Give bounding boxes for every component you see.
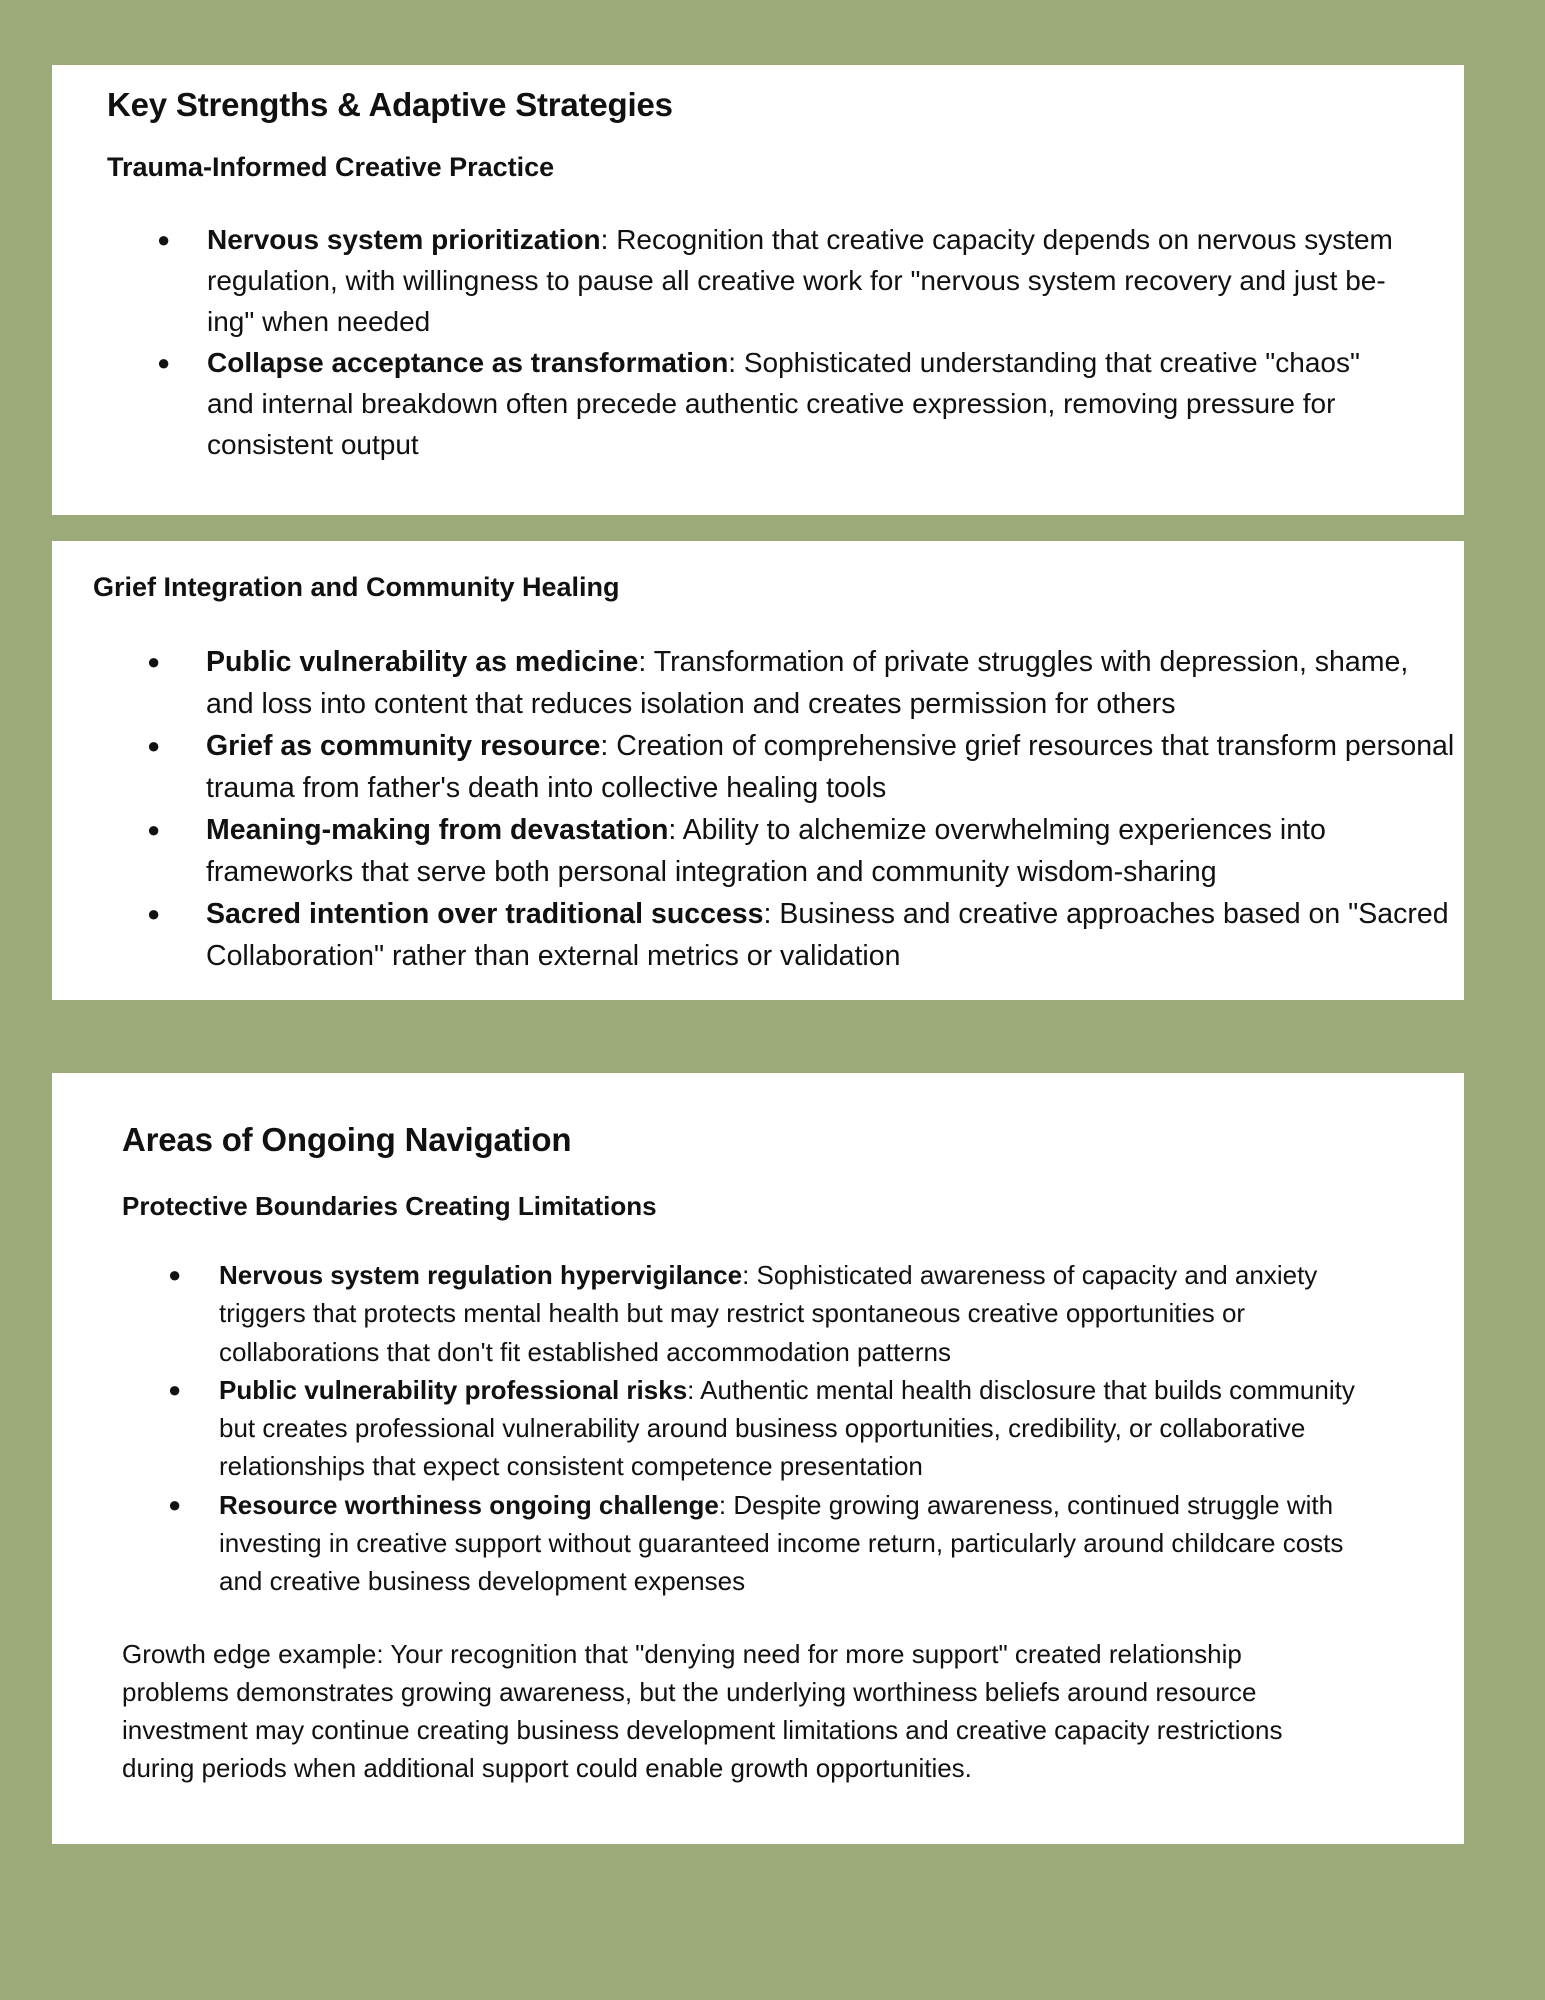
item-term: Public vulnerability as medicine (206, 646, 639, 678)
bullet-list (93, 641, 1464, 977)
growth-edge-paragraph: Growth edge example: Your recognition that "denying need for more support" created relationship problems demonstrates growing awareness, but the underlying worthiness beliefs around resource investment may continue creating business development limitations and creative capacity restrictions during periods when additional support could enable growth opportunities. (122, 1638, 1283, 1783)
item-term: Sacred intention over traditional success (206, 898, 764, 930)
bullet-list (107, 219, 1464, 465)
list-item (93, 641, 1456, 725)
grief-integration-card (52, 541, 1464, 1000)
bullet-icon: ● (147, 733, 161, 758)
section-title: Key Strengths & Adaptive Strategies (107, 86, 673, 123)
item-text: : Creation of comprehensive grief resources that transform personal trauma from father's death into collective healing tools (206, 730, 1455, 804)
list-item (122, 1371, 1369, 1486)
item-term: Nervous system regulation hypervigilance (219, 1260, 743, 1290)
item-term: Public vulnerability professional risks (219, 1374, 688, 1405)
list-item (93, 893, 1456, 977)
ongoing-navigation-card (52, 1073, 1464, 1844)
list-item (122, 1256, 1369, 1371)
section-title: Areas of Ongoing Navigation (122, 1121, 572, 1158)
subsection-title: Protective Boundaries Creating Limitations (122, 1191, 657, 1221)
list-item (107, 342, 1407, 465)
list-item (122, 1486, 1369, 1601)
item-text: : Ability to alchemize overwhelming experiences into frameworks that serve both personal integration and community wisdom-sharing (206, 814, 1326, 888)
subsection-title: Trauma-Informed Creative Practice (107, 152, 555, 182)
bullet-icon: ● (147, 817, 161, 842)
bullet-icon: ● (157, 227, 171, 252)
item-term: Grief as community resource (206, 730, 601, 762)
item-term: Nervous system prioritization (207, 224, 601, 255)
item-text: : Business and creative approaches based on "Sacred Collaboration" rather than external metrics or validation (206, 898, 1449, 972)
item-text: : Transformation of private struggles with depression, shame, and loss into content that reduces isolation and creates permission for others (206, 646, 1409, 720)
bullet-icon: ● (168, 1262, 182, 1287)
item-term: Collapse acceptance as transformation (207, 347, 729, 378)
item-text: : Recognition that creative capacity depends on nervous system regulation, with willingness to pause all creative work for "nervous system recovery and just be-ing" when needed (207, 224, 1393, 337)
bullet-icon: ● (168, 1376, 182, 1402)
list-item (93, 725, 1456, 809)
list-item (107, 219, 1407, 342)
bullet-icon: ● (168, 1491, 182, 1517)
item-term: Resource worthiness ongoing challenge (219, 1489, 719, 1520)
strengths-card (52, 65, 1464, 515)
list-item (93, 809, 1456, 893)
item-text: : Despite growing awareness, continued struggle with investing in creative support without guaranteed income return, particularly around childcare costs and creative business development expenses (219, 1489, 1344, 1597)
bullet-icon: ● (147, 901, 161, 926)
bullet-icon: ● (147, 649, 161, 674)
item-text: : Authentic mental health disclosure that builds community but creates professional vulnerability around business opportunities, credibility, or collaborative relationships that expect consistent competence presentation (219, 1374, 1355, 1482)
item-text: : Sophisticated understanding that creative "chaos" and internal breakdown often precede authentic creative expression, removing pressure for consistent output (207, 347, 1360, 460)
bullet-list (122, 1256, 1464, 1601)
subsection-title: Grief Integration and Community Healing (93, 572, 620, 602)
item-text: : Sophisticated awareness of capacity and anxiety triggers that protects mental health but may restrict spontaneous creative opportunities or collaborations that don't fit established accommodation patterns (219, 1260, 1318, 1367)
bullet-icon: ● (157, 350, 171, 375)
item-term: Meaning-making from devastation (206, 814, 669, 846)
